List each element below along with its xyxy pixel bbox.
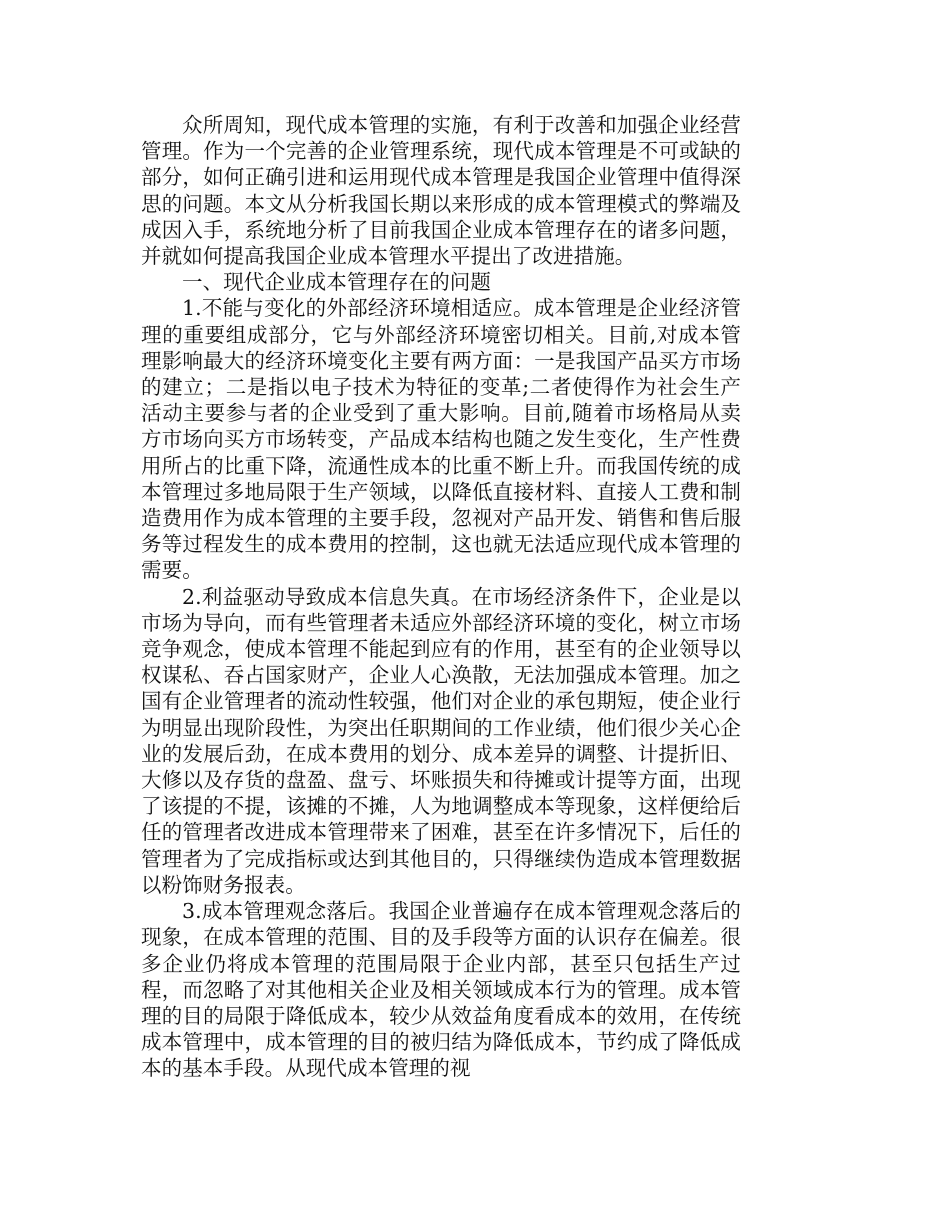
- paragraph-point-2: 2.利益驱动导致成本信息失真。在市场经济条件下，企业是以市场为导向，而有些管理者未适应外部经济环境的变化，树立市场竞争观念，使成本管理不能起到应有的作用，甚至有的企业领导以权谋私、吞占国家财产，企业人心涣散，无法加强成本管理。加之国有企业管理者的流动性较强，他们对企业的承包期短，使企业行为明显出现阶段性，为突出任职期间的工作业绩，他们很少关心企业的发展后劲，在成本费用的划分、成本差异的调整、计提折旧、大修以及存货的盘盈、盘亏、坏账损失和待摊或计提等方面，出现了该提的不提，该摊的不摊，人为地调整成本等现象，这样便给后任的管理者改进成本管理带来了困难，甚至在许多情况下，后任的管理者为了完成指标或达到其他目的，只得继续伪造成本管理数据以粉饰财务报表。: [141, 584, 741, 897]
- paragraph-point-3: 3.成本管理观念落后。我国企业普遍存在成本管理观念落后的现象，在成本管理的范围、目的及手段等方面的认识存在偏差。很多企业仍将成本管理的范围局限于企业内部，甚至只包括生产过程，而忽略了对其他相关企业及相关领域成本行为的管理。成本管理的目的局限于降低成本，较少从效益角度看成本的效用，在传统成本管理中，成本管理的目的被归结为降低成本，节约成了降低成本的基本手段。从现代成本管理的视: [141, 899, 741, 1081]
- paragraph-point-1: 1.不能与变化的外部经济环境相适应。成本管理是企业经济管理的重要组成部分，它与外部经济环境密切相关。目前,对成本管理影响最大的经济环境变化主要有两方面：一是我国产品买方市场的建立；二是指以电子技术为特征的变革;二者使得作为社会生产活动主要参与者的企业受到了重大影响。目前,随着市场格局从卖方市场向买方市场转变，产品成本结构也随之发生变化，生产性费用所占的比重下降，流通性成本的比重不断上升。而我国传统的成本管理过多地局限于生产领域，以降低直接材料、直接人工费和制造费用作为成本管理的主要手段，忽视对产品开发、销售和售后服务等过程发生的成本费用的控制，这也就无法适应现代成本管理的需要。: [141, 296, 741, 583]
- section-heading: 一、现代企业成本管理存在的问题: [182, 270, 491, 295]
- document-body: [141, 112, 741, 1082]
- intro-paragraph: 众所周知，现代成本管理的实施，有利于改善和加强企业经营管理。作为一个完善的企业管理系统，现代成本管理是不可或缺的部分，如何正确引进和运用现代成本管理是我国企业管理中值得深思的问题。本文从分析我国长期以来形成的成本管理模式的弊端及成因入手，系统地分析了目前我国企业成本管理存在的诸多问题，并就如何提高我国企业成本管理水平提出了改进措施。: [141, 113, 741, 269]
